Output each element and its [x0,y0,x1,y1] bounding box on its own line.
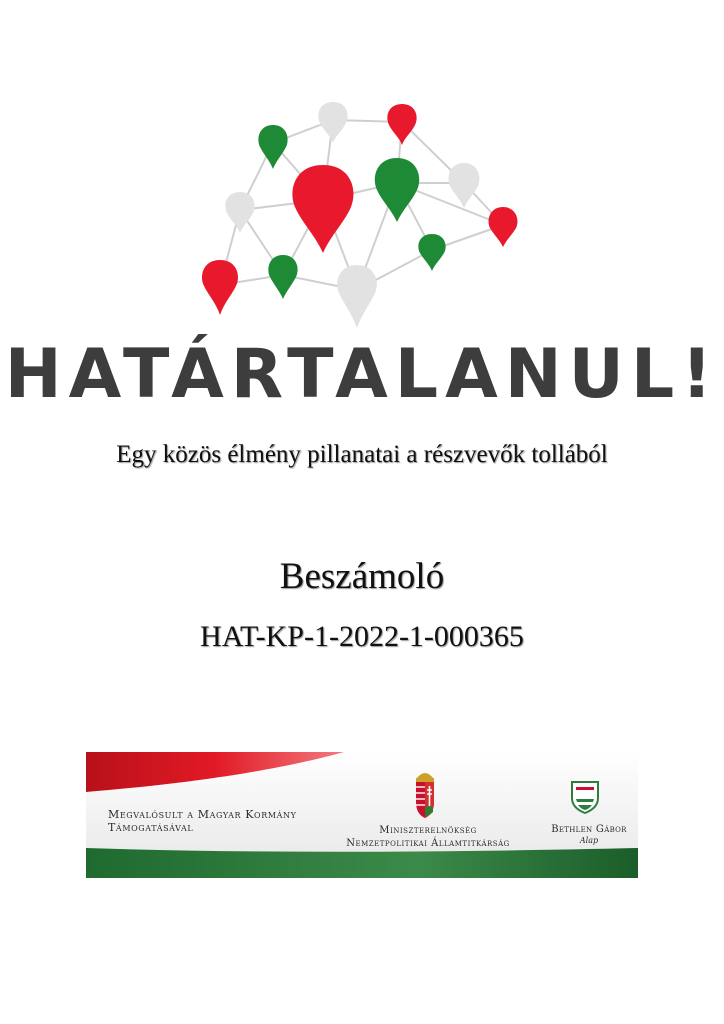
balloons [202,102,517,328]
office-line-1: Miniszterelnökség [379,825,477,836]
fund-name: Bethlen Gábor [551,824,627,835]
support-line-2: Támogatásával [108,821,194,834]
document-id: HAT-KP-1-2022-1-000365 [200,620,524,653]
hungarian-coat-of-arms-icon [413,768,437,820]
fund-subtitle: Alap [579,836,599,845]
fund-label [544,824,634,846]
office-name [318,824,538,850]
bethlen-gabor-alap-logo-icon [570,778,600,814]
logo-wordmark: HATÁRTALANUL! [4,335,720,414]
office-line-2: Nemzetpolitikai Államtitkárság [346,838,510,849]
subtitle: Egy közös élmény pillanatai a részvevők tollából [116,441,608,468]
sponsor-banner [86,752,638,878]
government-support-text [108,808,296,834]
document-title: Beszámoló [279,556,445,597]
balloon-network-logo [180,95,540,340]
support-line-1: Megvalósult a Magyar Kormány [108,808,297,821]
